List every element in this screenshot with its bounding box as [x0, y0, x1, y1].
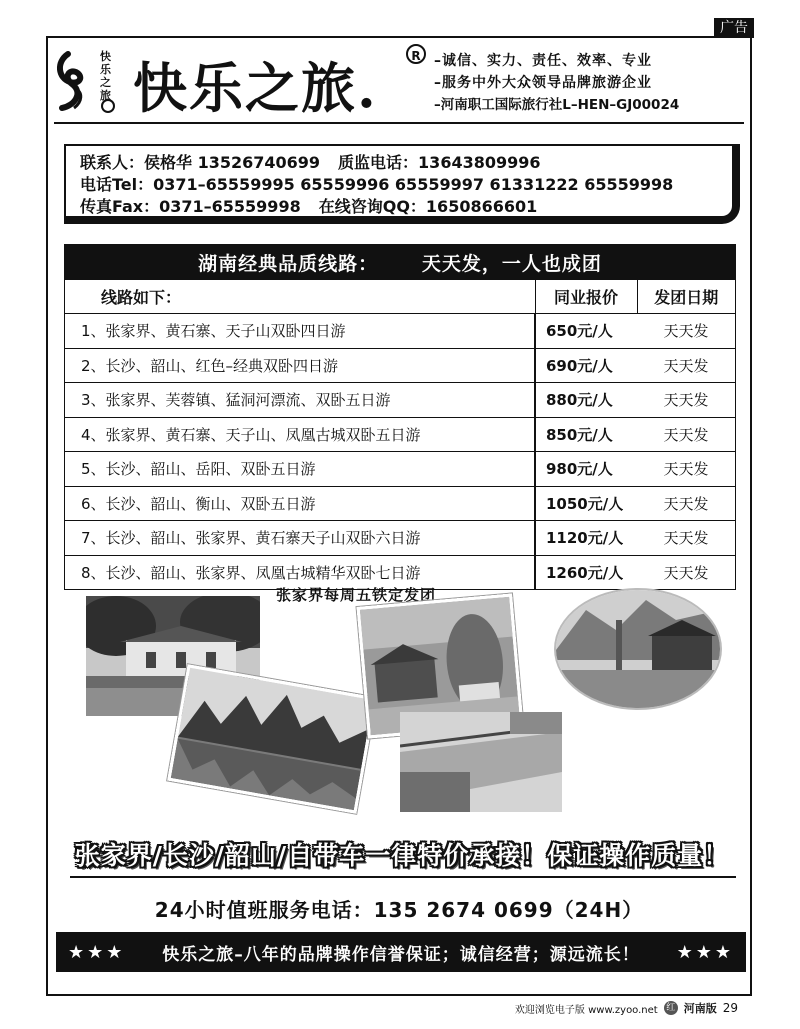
table-row: [65, 383, 736, 418]
quality-phone: 质监电话：13643809996: [338, 153, 541, 172]
header-divider: [54, 122, 744, 124]
route-name: 2、长沙、韶山、红色–经典双卧四日游: [65, 348, 536, 383]
route-date: 天天发: [637, 314, 736, 349]
routes-banner: [65, 245, 736, 280]
badge-icon: 红: [664, 1001, 678, 1015]
contact-phones: 电话Tel：0371–65559995 65559996 65559997 61331222 65559998: [80, 175, 674, 194]
footer-bar: [56, 932, 746, 972]
table-row: [65, 521, 736, 556]
banner-title: 湖南经典品质线路：: [198, 252, 379, 275]
table-header: [65, 280, 736, 314]
slogan-line: –诚信、实力、责任、效率、专业: [434, 53, 652, 69]
route-price: 880元/人: [535, 383, 637, 418]
promo-banner: 张家界/长沙/韶山/自带车一律特价承接！保证操作质量！: [74, 841, 730, 870]
route-price: 980元/人: [535, 452, 637, 487]
slogan-line: –河南职工国际旅行社L–HEN–GJ00024: [434, 97, 680, 113]
routes-table: [64, 244, 736, 590]
route-name: 7、长沙、韶山、张家界、黄石寨天子山双卧六日游: [65, 521, 536, 556]
col-price: 同业报价: [535, 280, 637, 314]
stars-right-icon: ★★★: [676, 941, 734, 963]
contact-person: 联系人：侯格华 13526740699: [80, 153, 321, 172]
photo-ancient-town: [556, 590, 720, 708]
route-price: 650元/人: [535, 314, 637, 349]
footer-motto: 快乐之旅–八年的品牌操作信誉保证；诚信经营；源远流长！: [162, 944, 640, 965]
route-price: 850元/人: [535, 417, 637, 452]
registered-mark: R: [406, 44, 426, 64]
photo-river-bridge: [400, 712, 562, 812]
contact-box: [64, 144, 740, 224]
route-date: 天天发: [637, 383, 736, 418]
route-price: 1120元/人: [535, 521, 637, 556]
contact-qq: 在线咨询QQ：1650866601: [318, 197, 538, 216]
route-name: 4、张家界、黄石寨、天子山、凤凰古城双卧五日游: [65, 417, 536, 452]
route-date: 天天发: [637, 521, 736, 556]
page-number: 29: [722, 1001, 738, 1015]
route-name: 5、长沙、韶山、岳阳、双卧五日游: [65, 452, 536, 487]
promo-divider: [70, 876, 736, 878]
ad-label: 广告: [714, 18, 754, 38]
contact-line: [80, 196, 720, 218]
route-name: 1、张家界、黄石寨、天子山双卧四日游: [65, 314, 536, 349]
route-price: 1050元/人: [535, 486, 637, 521]
table-row: [65, 417, 736, 452]
contact-line: [80, 152, 720, 174]
table-row: [65, 348, 736, 383]
contact-fax: 传真Fax：0371–65559998: [80, 197, 301, 216]
table-row: [65, 452, 736, 487]
route-date: 天天发: [637, 417, 736, 452]
route-date: 天天发: [637, 348, 736, 383]
slogan-line: –服务中外大众领导品牌旅游企业: [434, 75, 652, 91]
col-date: 发团日期: [637, 280, 736, 314]
route-price: 1260元/人: [535, 555, 637, 590]
route-name: 8、长沙、韶山、张家界、凤凰古城精华双卧七日游: [65, 555, 536, 590]
route-name: 6、长沙、韶山、衡山、双卧五日游: [65, 486, 536, 521]
brand-name: 快乐之旅.: [133, 56, 378, 120]
logo-vertical-text: 快乐之旅: [100, 50, 111, 102]
route-name: 3、张家界、芙蓉镇、猛洞河漂流、双卧五日游: [65, 383, 536, 418]
edition-label: 河南版: [683, 1002, 717, 1015]
route-date: 天天发: [637, 486, 736, 521]
page-footer: [515, 1000, 738, 1016]
site-url: 欢迎浏览电子版 www.zyoo.net: [514, 1004, 658, 1016]
banner-subtitle: 天天发，一人也成团: [421, 252, 602, 275]
table-row: [65, 314, 736, 349]
col-route: 线路如下：: [65, 280, 536, 314]
table-row: [65, 486, 736, 521]
route-date: 天天发: [637, 555, 736, 590]
route-price: 690元/人: [535, 348, 637, 383]
slogans: [434, 50, 746, 116]
stars-left-icon: ★★★: [68, 941, 126, 963]
photo-caption: 张家界每周五铁定发团: [276, 586, 437, 604]
hotline: 24小时值班服务电话：135 2674 0699（24H）: [154, 898, 644, 922]
route-date: 天天发: [637, 452, 736, 487]
